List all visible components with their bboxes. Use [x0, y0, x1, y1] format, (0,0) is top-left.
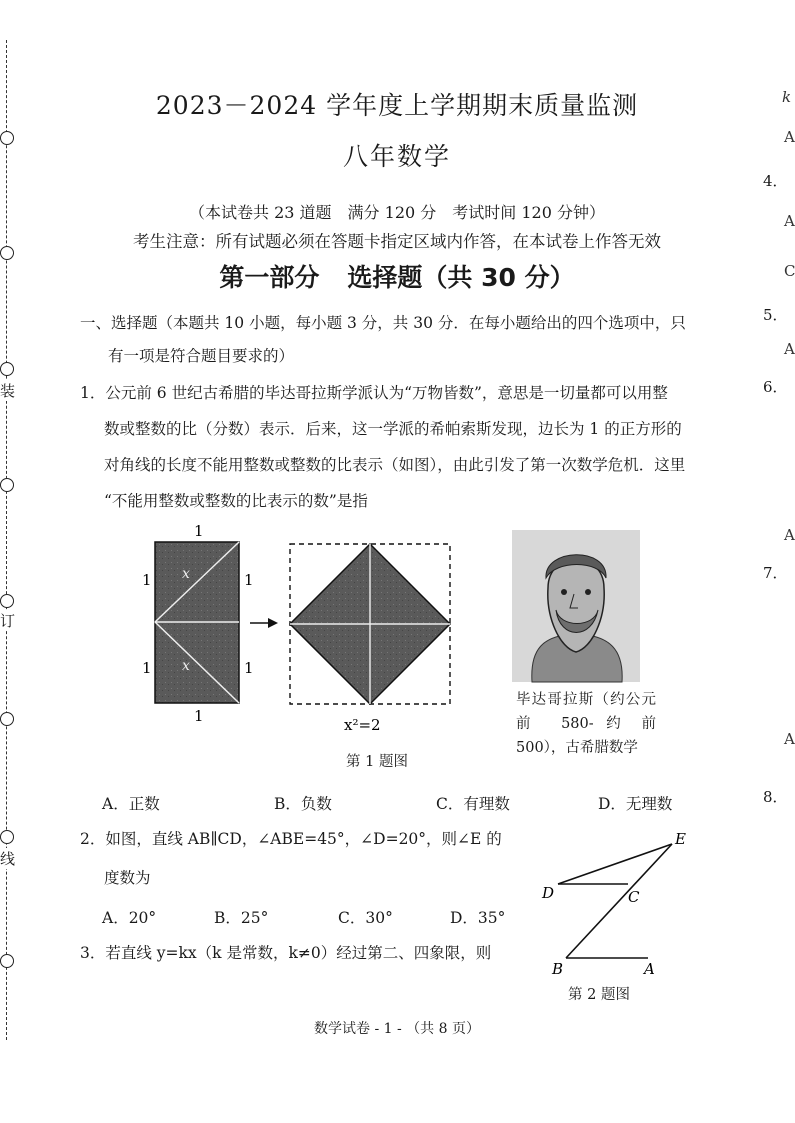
- q1-line1: 1．公元前 6 世纪古希腊的毕达哥拉斯学派认为“万物皆数”，意思是一切量都可以用整: [80, 384, 668, 402]
- q2-figure-caption: 第 2 题图: [568, 987, 630, 1003]
- label-x-top: x: [182, 566, 190, 582]
- label-top-1: 1: [194, 522, 204, 540]
- q1-line3: 对角线的长度不能用整数或整数的比表示（如图），由此引发了第一次数学危机．这里: [104, 456, 686, 474]
- binding-label-ding: 订: [0, 612, 16, 630]
- q2-option-a[interactable]: A．20°: [102, 909, 157, 927]
- right-fragment: A: [784, 526, 795, 544]
- right-question-number: 8．: [763, 788, 788, 806]
- part-title-b: 选择题（共 30 分）: [347, 263, 575, 292]
- binding-label-xian: 线: [0, 850, 16, 868]
- q1-option-b[interactable]: B．负数: [274, 795, 332, 813]
- part-title: [0, 258, 794, 294]
- q1-option-a[interactable]: A．正数: [102, 795, 160, 813]
- page-footer: 数学试卷 - 1 - （共 8 页）: [314, 1021, 480, 1037]
- q3-line1: 3．若直线 y=kx（k 是常数，k≠0）经过第二、四象限，则: [80, 944, 492, 962]
- right-fragment: A: [784, 212, 795, 230]
- right-fragment: A: [784, 128, 795, 146]
- label-right-1a: 1: [244, 571, 254, 589]
- label-left-1a: 1: [142, 571, 152, 589]
- label-x-bottom: x: [182, 658, 190, 674]
- binding-hole: [0, 954, 14, 968]
- point-c: C: [628, 888, 640, 906]
- label-x-squared: x²=2: [344, 716, 381, 734]
- binding-hole: [0, 830, 14, 844]
- q1-option-d[interactable]: D．无理数: [598, 795, 673, 813]
- section-instruction-line1: 一、选择题（本题共 10 小题，每小题 3 分，共 30 分．在每小题给出的四个选项中，只: [80, 314, 686, 332]
- point-d: D: [542, 884, 555, 902]
- q2-line2: 度数为: [104, 869, 151, 887]
- label-bottom-1: 1: [194, 707, 204, 725]
- binding-hole: [0, 362, 14, 376]
- right-fragment: A: [784, 340, 795, 358]
- binding-dashed-line: [6, 40, 7, 1040]
- right-question-number: 7．: [763, 564, 788, 582]
- right-fragment: C: [784, 262, 795, 280]
- label-left-1b: 1: [142, 659, 152, 677]
- right-fragment: k: [782, 88, 792, 106]
- right-question-number: 4．: [763, 172, 788, 190]
- q2-line1: 2．如图，直线 AB∥CD，∠ABE=45°，∠D=20°，则∠E 的: [80, 830, 502, 848]
- binding-hole: [0, 594, 14, 608]
- line-de: [558, 844, 672, 884]
- binding-label-zhuang: 装: [0, 382, 16, 400]
- q1-option-c[interactable]: C．有理数: [436, 795, 510, 813]
- q1-line2: 数或整数的比（分数）表示．后来，这一学派的希帕索斯发现，边长为 1 的正方形的: [104, 420, 682, 438]
- part-title-a: 第一部分: [219, 263, 320, 292]
- right-fragment: A: [784, 730, 795, 748]
- q2-option-d[interactable]: D．35°: [450, 909, 506, 927]
- line-eb: [566, 844, 672, 958]
- point-a: A: [644, 960, 655, 978]
- exam-notice: 考生注意：所有试题必须在答题卡指定区域内作答，在本试卷上作答无效: [133, 232, 661, 251]
- q1-square-figure: [128, 518, 468, 733]
- exam-subject: 八年数学: [342, 142, 451, 171]
- binding-hole: [0, 712, 14, 726]
- exam-info: （本试卷共 23 道题 满分 120 分 考试时间 120 分钟）: [189, 203, 605, 222]
- right-question-number: 6．: [763, 378, 788, 396]
- q1-line4: “不能用整数或整数的比表示的数”是指: [104, 492, 368, 510]
- label-right-1b: 1: [244, 659, 254, 677]
- q1-figure-caption: 第 1 题图: [346, 754, 408, 770]
- binding-hole: [0, 478, 14, 492]
- section-instruction-line2: 有一项是符合题目要求的）: [108, 347, 295, 365]
- exam-title: 2023－2024 学年度上学期期末质量监测: [155, 91, 639, 120]
- right-question-number: 5．: [763, 306, 788, 324]
- q2-geometry-figure: [536, 828, 696, 978]
- portrait-caption: 毕达哥拉斯（约公元前 580- 约 前 500），古希腊数学: [516, 692, 656, 756]
- point-b: B: [552, 960, 564, 978]
- q2-option-c[interactable]: C．30°: [338, 909, 393, 927]
- q2-option-b[interactable]: B．25°: [214, 909, 269, 927]
- point-e: E: [675, 830, 686, 848]
- pythagoras-portrait-image: [512, 530, 640, 682]
